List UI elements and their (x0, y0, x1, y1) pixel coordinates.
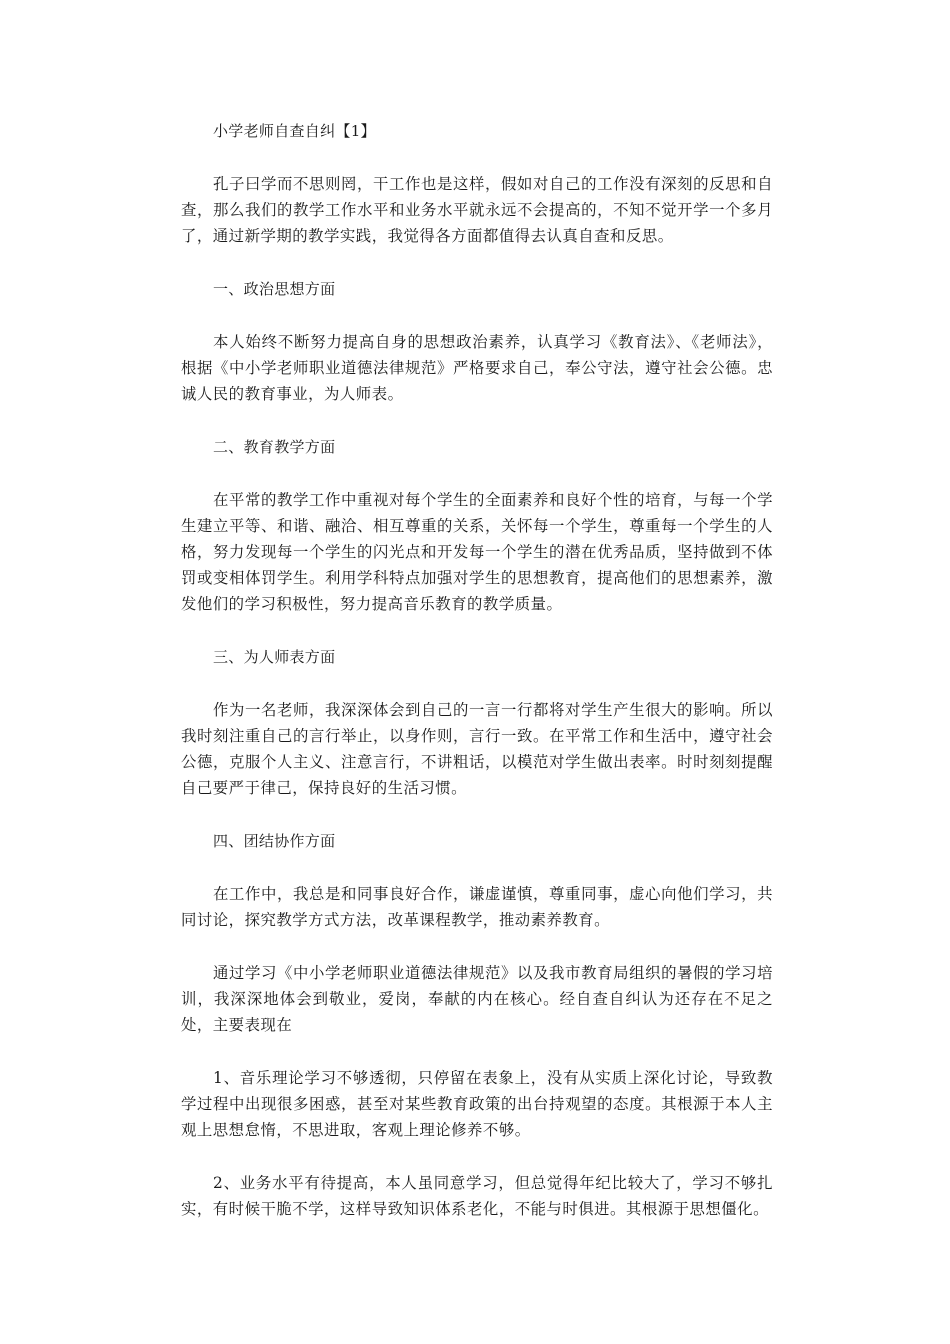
intro-paragraph: 孔子曰学而不思则罔，干工作也是这样，假如对自己的工作没有深刻的反思和自查，那么我们的教学工作水平和业务水平就永远不会提高的，不知不觉开学一个多月了，通过新学期的教学实践，我觉得各方面都值得去认真自查和反思。 (181, 175, 773, 245)
document-title: 小学老师自查自纠【1】 (213, 122, 376, 140)
issue-item-2: 2、业务水平有待提高，本人虽同意学习，但总觉得年纪比较大了，学习不够扎实，有时候干脆不学，这样导致知识体系老化，不能与时俱进。其根源于思想僵化。 (181, 1174, 773, 1218)
section-heading-role-model: 三、为人师表方面 (213, 648, 336, 666)
summary-paragraph: 通过学习《中小学老师职业道德法律规范》以及我市教育局组织的暑假的学习培训，我深深地体会到敬业，爱岗，奉献的内在核心。经自查自纠认为还存在不足之处，主要表现在 (181, 964, 773, 1034)
section-body-teaching: 在平常的教学工作中重视对每个学生的全面素养和良好个性的培育，与每一个学生建立平等、和谐、融洽、相互尊重的关系，关怀每一个学生，尊重每一个学生的人格，努力发现每一个学生的闪光点和开发每一个学生的潜在优秀品质，坚持做到不体罚或变相体罚学生。利用学科特点加强对学生的思想教育，提高他们的思想素养，激发他们的学习积极性，努力提高音乐教育的教学质量。 (181, 491, 773, 613)
issue-item-1: 1、音乐理论学习不够透彻，只停留在表象上，没有从实质上深化讨论，导致教学过程中出现很多困惑，甚至对某些教育政策的出台持观望的态度。其根源于本人主观上思想怠惰，不思进取，客观上理论修养不够。 (181, 1069, 773, 1139)
document-page (181, 118, 773, 1249)
section-heading-teamwork: 四、团结协作方面 (213, 832, 336, 850)
section-body-political: 本人始终不断努力提高自身的思想政治素养，认真学习《教育法》、《老师法》，根据《中小学老师职业道德法律规范》严格要求自己，奉公守法，遵守社会公德。忠诚人民的教育事业，为人师表。 (181, 333, 773, 403)
section-body-teamwork: 在工作中，我总是和同事良好合作，谦虚谨慎，尊重同事，虚心向他们学习，共同讨论，探究教学方式方法，改革课程教学，推动素养教育。 (181, 885, 773, 929)
section-body-role-model: 作为一名老师，我深深体会到自己的一言一行都将对学生产生很大的影响。所以我时刻注重自己的言行举止，以身作则，言行一致。在平常工作和生活中，遵守社会公德，克服个人主义、注意言行，不讲粗话，以模范对学生做出表率。时时刻刻提醒自己要严于律己，保持良好的生活习惯。 (181, 701, 773, 797)
section-heading-teaching: 二、教育教学方面 (213, 438, 336, 456)
section-heading-political: 一、政治思想方面 (213, 280, 336, 298)
